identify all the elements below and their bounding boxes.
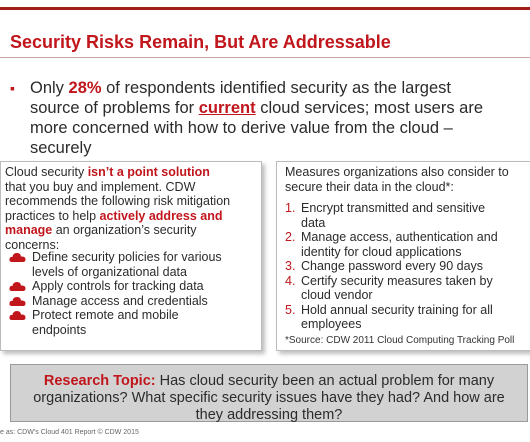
list-item-text: Encrypt transmitted and sensitive (301, 201, 486, 215)
item-number: 2. (285, 230, 296, 244)
intro-text: that you buy and implement. CDW (5, 179, 196, 194)
mitigation-box (0, 161, 262, 351)
list-item-text: Certify security measures taken by (301, 273, 493, 288)
cloud-icon (9, 281, 26, 292)
list-item-text: Apply controls for tracking data (32, 279, 204, 293)
square-bullet-icon: ▪ (10, 80, 15, 96)
item-number: 5. (285, 302, 296, 317)
bullet-text-part: of respondents identified security as the largest (101, 79, 451, 97)
item-number: 1. (285, 201, 296, 215)
list-item-text: Manage access, authentication and (301, 230, 498, 244)
intro-highlight: actively address and (99, 208, 223, 223)
list-item-text: employees (301, 317, 362, 331)
list-item-text: Protect remote and mobile (32, 308, 179, 322)
list-item (285, 230, 530, 259)
intro-highlight: isn’t a point solution (87, 165, 210, 179)
list-item (285, 259, 530, 274)
mitigation-intro (5, 165, 260, 252)
highlight-percent: 28% (68, 79, 102, 97)
research-line: they addressing them? (195, 407, 343, 423)
cloud-icon (9, 310, 26, 321)
footer-note: e as: CDW’s Cloud 401 Report © CDW 2015 (0, 429, 139, 436)
list-item-text: Manage access and credentials (32, 293, 208, 308)
intro-text: concerns: (5, 237, 60, 252)
bullet-text-line: more concerned with how to derive value from the cloud – (30, 119, 453, 137)
list-item-cont (9, 323, 259, 338)
bullet-text-part: Only (30, 79, 69, 97)
list-item (285, 274, 530, 303)
highlight-current: current (198, 99, 256, 117)
main-bullet-text (30, 78, 530, 158)
bullet-text-line: securely (30, 139, 92, 157)
list-item-text: Define security policies for various (32, 250, 222, 264)
item-number: 3. (285, 259, 296, 273)
list-item-text: levels of organizational data (32, 264, 187, 279)
list-item (9, 250, 259, 265)
research-text: Has cloud security been an actual problem for many (155, 373, 495, 389)
list-item-text: endpoints (32, 322, 87, 337)
list-item (9, 308, 259, 323)
top-rule (0, 7, 530, 10)
cloud-icon (9, 296, 26, 307)
intro-text: Cloud security (5, 165, 88, 179)
list-item-text: identity for cloud applications (301, 244, 462, 259)
list-item-text: Hold annual security training for all (301, 302, 493, 317)
list-item (9, 279, 259, 294)
research-line: organizations? What specific security issues have they had? And how are (33, 390, 505, 406)
bullet-text-part: source of problems for (30, 99, 199, 117)
source-note: *Source: CDW 2011 Cloud Computing Tracking Poll (285, 335, 515, 346)
measures-intro (285, 165, 530, 194)
measures-box (276, 161, 530, 351)
research-label: Research Topic: (43, 373, 156, 389)
slide-title: Security Risks Remain, But Are Addressable (10, 32, 391, 52)
intro-text: practices to help (5, 208, 100, 223)
research-line (11, 373, 527, 390)
list-item-text: cloud vendor (301, 288, 373, 302)
mitigation-list (9, 250, 259, 337)
intro-text: Measures organizations also consider to (285, 165, 509, 179)
cloud-icon (9, 252, 26, 263)
list-item-text: data (301, 215, 326, 230)
title-divider (0, 57, 530, 58)
list-item (285, 201, 530, 230)
measures-list (285, 201, 530, 332)
list-item (9, 294, 259, 309)
intro-text: recommends the following risk mitigation (5, 194, 231, 208)
list-item-cont (9, 265, 259, 280)
list-item-text: Change password every 90 days (301, 259, 484, 273)
intro-highlight: manage (5, 223, 53, 237)
research-topic-box (10, 364, 528, 422)
list-item (285, 303, 530, 332)
item-number: 4. (285, 273, 296, 288)
bullet-text-part: cloud services; most users are (255, 99, 484, 117)
intro-text: an organization’s security (52, 223, 197, 237)
intro-text: secure their data in the cloud*: (285, 179, 454, 194)
